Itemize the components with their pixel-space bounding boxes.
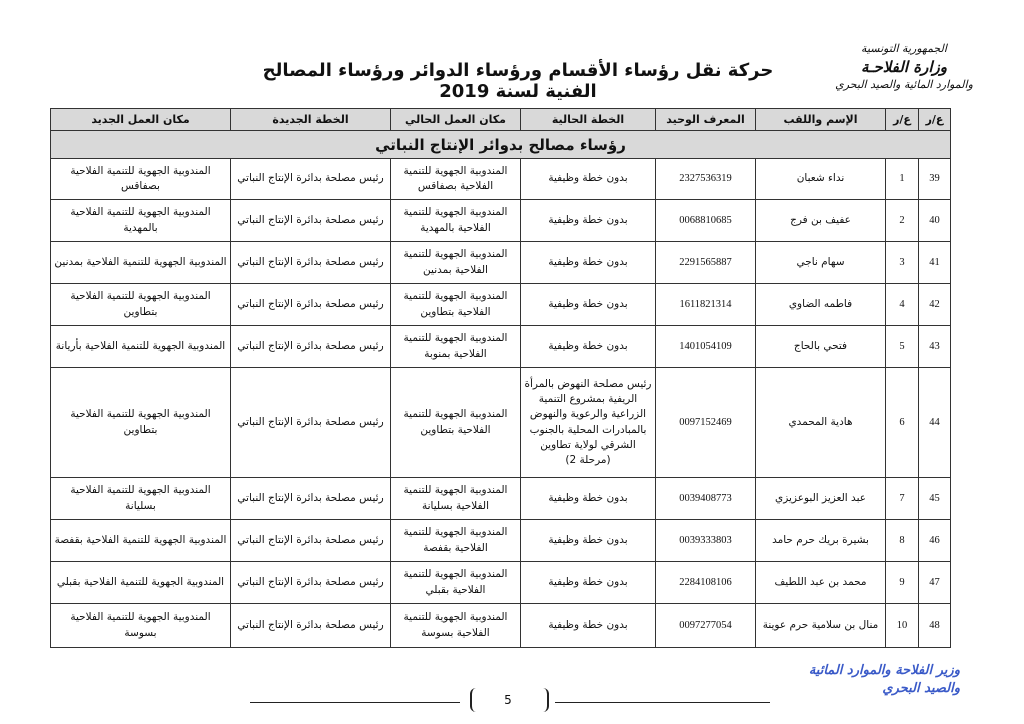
- row-seq-global: 45: [919, 478, 951, 520]
- row-current-plan: رئيس مصلحة النهوض بالمرأة الريفية بمشروع التنمية الزراعية والرعوية والنهوض بالمبادرات المحلية بالجنوب الشرقي لولاية تطاوين (مرحلة 2): [521, 368, 656, 478]
- row-current-work: المندوبية الجهوية للتنمية الفلاحية بسليانة: [391, 478, 521, 520]
- row-current-work: المندوبية الجهوية للتنمية الفلاحية بصفاقس: [391, 159, 521, 200]
- row-seq-local: 2: [886, 200, 919, 242]
- row-current-work: المندوبية الجهوية للتنمية الفلاحية بقفصة: [391, 520, 521, 562]
- row-new-plan: رئيس مصلحة بدائرة الإنتاج النباتي: [231, 326, 391, 368]
- ministry-name: وزارة الفلاحـة: [861, 58, 947, 76]
- page-number: 5: [504, 693, 512, 707]
- row-current-work: المندوبية الجهوية للتنمية الفلاحية بقبلي: [391, 562, 521, 604]
- row-name: عبد العزيز البوعزيزي: [756, 478, 886, 520]
- table-row: [51, 368, 951, 478]
- footer-rule-right: [555, 702, 770, 703]
- row-new-work: المندوبية الجهوية للتنمية الفلاحية بصفاقس: [51, 159, 231, 200]
- row-seq-local: 8: [886, 520, 919, 562]
- row-new-work: المندوبية الجهوية للتنمية الفلاحية بمدنين: [51, 242, 231, 284]
- col-name: الإسم واللقب: [756, 109, 886, 131]
- row-current-work: المندوبية الجهوية للتنمية الفلاحية بتطاوين: [391, 284, 521, 326]
- table-row: [51, 478, 951, 520]
- transfers-table: [50, 108, 951, 648]
- row-seq-global: 43: [919, 326, 951, 368]
- row-name: سهام ناجي: [756, 242, 886, 284]
- col-new-plan: الخطة الجديدة: [231, 109, 391, 131]
- row-id: 0097277054: [656, 604, 756, 648]
- row-current-plan: بدون خطة وظيفية: [521, 159, 656, 200]
- minister-stamp: [790, 662, 960, 697]
- table-row: [51, 159, 951, 200]
- row-current-plan: بدون خطة وظيفية: [521, 284, 656, 326]
- table-header-row: [51, 109, 951, 131]
- row-seq-global: 44: [919, 368, 951, 478]
- row-current-plan: بدون خطة وظيفية: [521, 200, 656, 242]
- row-new-work: المندوبية الجهوية للتنمية الفلاحية بسليانة: [51, 478, 231, 520]
- row-current-plan: بدون خطة وظيفية: [521, 520, 656, 562]
- republic-label: الجمهورية التونسية: [861, 42, 947, 55]
- row-id: 0068810685: [656, 200, 756, 242]
- row-seq-local: 4: [886, 284, 919, 326]
- row-new-plan: رئيس مصلحة بدائرة الإنتاج النباتي: [231, 242, 391, 284]
- row-new-work: المندوبية الجهوية للتنمية الفلاحية بقبلي: [51, 562, 231, 604]
- row-name: بشيرة بريك حرم حامد: [756, 520, 886, 562]
- row-seq-global: 42: [919, 284, 951, 326]
- row-new-work: المندوبية الجهوية للتنمية الفلاحية بسوسة: [51, 604, 231, 648]
- document-title: حركة نقل رؤساء الأقسام ورؤساء الدوائر ورؤساء المصالح الفنية لسنة 2019: [262, 60, 774, 102]
- footer-rule-left: [250, 702, 460, 703]
- row-id: 1401054109: [656, 326, 756, 368]
- row-name: منال بن سلامية حرم عوينة: [756, 604, 886, 648]
- row-new-plan: رئيس مصلحة بدائرة الإنتاج النباتي: [231, 368, 391, 478]
- row-current-plan: بدون خطة وظيفية: [521, 562, 656, 604]
- row-seq-local: 6: [886, 368, 919, 478]
- row-id: 0039333803: [656, 520, 756, 562]
- col-new-work: مكان العمل الجديد: [51, 109, 231, 131]
- row-current-plan: بدون خطة وظيفية: [521, 326, 656, 368]
- table-row: [51, 242, 951, 284]
- table-row: [51, 520, 951, 562]
- row-current-work: المندوبية الجهوية للتنمية الفلاحية بالمهدية: [391, 200, 521, 242]
- row-name: هادية المحمدي: [756, 368, 886, 478]
- table-row: [51, 562, 951, 604]
- row-seq-local: 1: [886, 159, 919, 200]
- row-id: 2327536319: [656, 159, 756, 200]
- row-name: عفيف بن فرج: [756, 200, 886, 242]
- stamp-line-1: وزير الفلاحة والموارد المائية: [808, 663, 960, 678]
- ministry-subtitle: والموارد المائية والصيد البحري: [835, 78, 973, 91]
- row-name: فاطمه الضاوي: [756, 284, 886, 326]
- row-new-plan: رئيس مصلحة بدائرة الإنتاج النباتي: [231, 562, 391, 604]
- col-current-work: مكان العمل الحالي: [391, 109, 521, 131]
- row-seq-global: 47: [919, 562, 951, 604]
- row-name: محمد بن عبد اللطيف: [756, 562, 886, 604]
- row-seq-local: 3: [886, 242, 919, 284]
- row-id: 1611821314: [656, 284, 756, 326]
- row-new-work: المندوبية الجهوية للتنمية الفلاحية بقفصة: [51, 520, 231, 562]
- row-current-work: المندوبية الجهوية للتنمية الفلاحية بمنوبة: [391, 326, 521, 368]
- row-seq-global: 39: [919, 159, 951, 200]
- section-row: [51, 131, 951, 159]
- row-current-work: المندوبية الجهوية للتنمية الفلاحية بمدنين: [391, 242, 521, 284]
- table-row: [51, 200, 951, 242]
- row-new-plan: رئيس مصلحة بدائرة الإنتاج النباتي: [231, 159, 391, 200]
- col-seq-local: ع/ر: [886, 109, 919, 131]
- row-id: 0039408773: [656, 478, 756, 520]
- row-current-work: المندوبية الجهوية للتنمية الفلاحية بتطاوين: [391, 368, 521, 478]
- row-seq-local: 10: [886, 604, 919, 648]
- row-new-plan: رئيس مصلحة بدائرة الإنتاج النباتي: [231, 520, 391, 562]
- col-current-plan: الخطة الحالية: [521, 109, 656, 131]
- row-current-plan: بدون خطة وظيفية: [521, 478, 656, 520]
- row-new-plan: رئيس مصلحة بدائرة الإنتاج النباتي: [231, 284, 391, 326]
- row-new-plan: رئيس مصلحة بدائرة الإنتاج النباتي: [231, 200, 391, 242]
- table-row: [51, 284, 951, 326]
- table-row: [51, 326, 951, 368]
- row-seq-local: 5: [886, 326, 919, 368]
- row-name: فتحي بالحاج: [756, 326, 886, 368]
- row-new-plan: رئيس مصلحة بدائرة الإنتاج النباتي: [231, 604, 391, 648]
- row-seq-global: 48: [919, 604, 951, 648]
- row-current-work: المندوبية الجهوية للتنمية الفلاحية بسوسة: [391, 604, 521, 648]
- row-name: نداء شعبان: [756, 159, 886, 200]
- row-seq-local: 7: [886, 478, 919, 520]
- row-id: 2284108106: [656, 562, 756, 604]
- row-new-work: المندوبية الجهوية للتنمية الفلاحية بتطاوين: [51, 368, 231, 478]
- section-title: رؤساء مصالح بدوائر الإنتاج النباتي: [51, 131, 951, 159]
- row-id: 2291565887: [656, 242, 756, 284]
- row-current-plan: بدون خطة وظيفية: [521, 604, 656, 648]
- col-id: المعرف الوحيد: [656, 109, 756, 131]
- col-seq-global: ع/ر: [919, 109, 951, 131]
- stamp-line-2: والصيد البحري: [882, 680, 960, 696]
- row-current-plan: بدون خطة وظيفية: [521, 242, 656, 284]
- row-seq-local: 9: [886, 562, 919, 604]
- ministry-header: [824, 42, 984, 91]
- row-new-work: المندوبية الجهوية للتنمية الفلاحية بأريانة: [51, 326, 231, 368]
- row-new-work: المندوبية الجهوية للتنمية الفلاحية بالمهدية: [51, 200, 231, 242]
- row-new-work: المندوبية الجهوية للتنمية الفلاحية بتطاوين: [51, 284, 231, 326]
- table-row: [51, 604, 951, 648]
- row-seq-global: 40: [919, 200, 951, 242]
- row-seq-global: 41: [919, 242, 951, 284]
- row-new-plan: رئيس مصلحة بدائرة الإنتاج النباتي: [231, 478, 391, 520]
- row-id: 0097152469: [656, 368, 756, 478]
- row-seq-global: 46: [919, 520, 951, 562]
